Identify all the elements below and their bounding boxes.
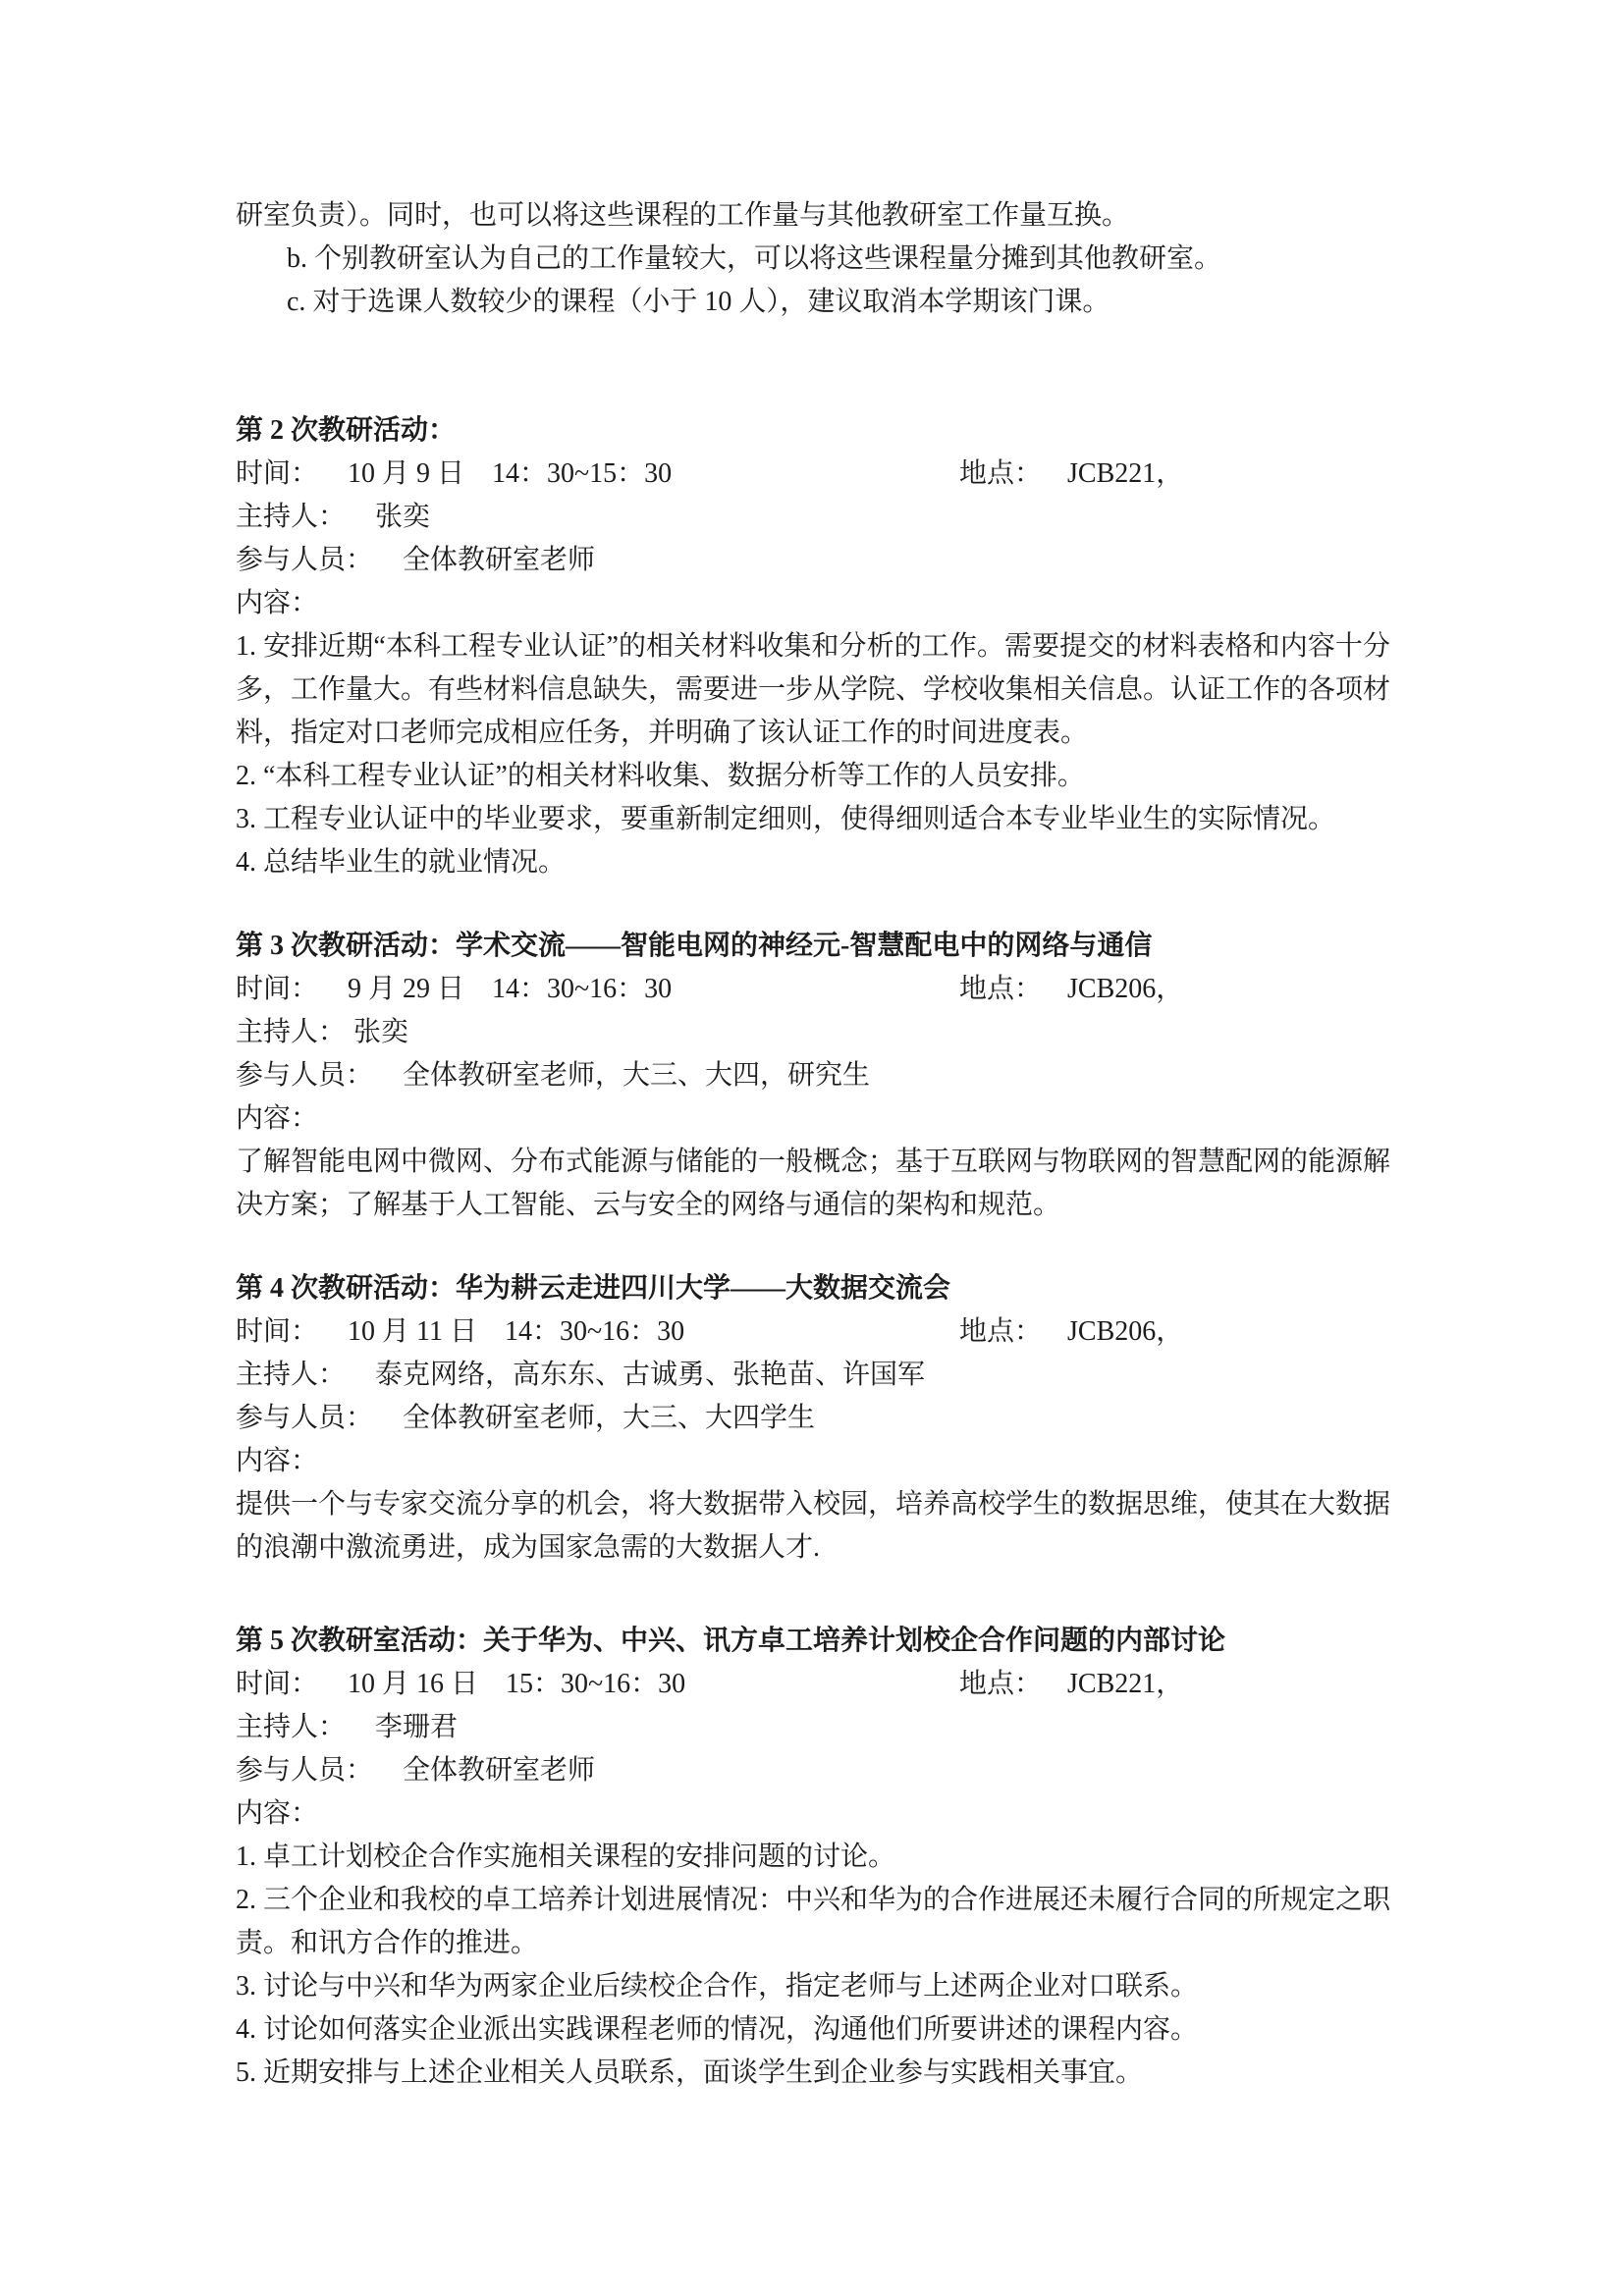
time-value: 10 月 9 日 14：30~15：30 xyxy=(348,458,673,489)
time-value: 10 月 16 日 15：30~16：30 xyxy=(348,1669,686,1699)
host-value: 张奕 xyxy=(353,1017,409,1047)
section-3-content-item: 了解智能电网中微网、分布式能源与储能的一般概念；基于互联网与物联网的智慧配网的能源解决方案；了解基于人工智能、云与安全的网络与通信的架构和规范。 xyxy=(236,1147,1391,1220)
section-5-title: 第 5 次教研室活动：关于华为、中兴、讯方卓工培养计划校企合作问题的内部讨论 xyxy=(236,1626,1226,1656)
section-5-content-item: 1. 卓工计划校企合作实施相关课程的安排问题的讨论。 xyxy=(236,1842,896,1872)
intro-continuation-line: 研室负责）。同时，也可以将这些课程的工作量与其他教研室工作量互换。 xyxy=(236,200,1130,231)
location-value: JCB221， xyxy=(1067,1669,1184,1699)
time-label: 时间： xyxy=(236,1316,319,1347)
host-value: 张奕 xyxy=(375,502,431,532)
host-label: 主持人： xyxy=(236,1712,347,1742)
section-2-time-row xyxy=(236,453,1390,496)
host-label: 主持人： xyxy=(236,1017,347,1047)
host-value: 李珊君 xyxy=(375,1712,459,1742)
section-2-content-item: 3. 工程专业认证中的毕业要求，要重新制定细则，使得细则适合本专业毕业生的实际情况。 xyxy=(236,804,1336,834)
time-label: 时间： xyxy=(236,458,319,489)
section-3-title: 第 3 次教研活动：学术交流——智能电网的神经元-智慧配电中的网络与通信 xyxy=(236,931,1153,961)
section-4-content-label: 内容： xyxy=(236,1446,319,1476)
section-5-content-item: 2. 三个企业和我校的卓工培养计划进展情况：中兴和华为的合作进展还未履行合同的所规定之职责。和讯方合作的推进。 xyxy=(236,1885,1391,1958)
section-2-location xyxy=(959,453,1183,496)
time-label: 时间： xyxy=(236,974,319,1004)
section-5-participants-row xyxy=(236,1749,1390,1792)
section-5-location xyxy=(959,1663,1183,1706)
participants-label: 参与人员： xyxy=(236,1060,374,1091)
participants-label: 参与人员： xyxy=(236,1403,374,1433)
section-activity-4 xyxy=(236,1267,1390,1570)
location-label: 地点： xyxy=(959,974,1043,1004)
participants-label: 参与人员： xyxy=(236,545,374,575)
location-label: 地点： xyxy=(959,1316,1043,1347)
section-5-content-item: 5. 近期安排与上述企业相关人员联系，面谈学生到企业参与实践相关事宜。 xyxy=(236,2057,1144,2088)
section-3-host-row xyxy=(236,1011,1390,1054)
location-label: 地点： xyxy=(959,458,1043,489)
section-4-time-row xyxy=(236,1310,1390,1354)
section-2-content-item: 2. “本科工程专业认证”的相关材料收集、数据分析等工作的人员安排。 xyxy=(236,761,1085,791)
section-4-host-row xyxy=(236,1354,1390,1397)
section-5-content-item: 4. 讨论如何落实企业派出实践课程老师的情况，沟通他们所要讲述的课程内容。 xyxy=(236,2014,1199,2045)
participants-value: 全体教研室老师，大三、大四，研究生 xyxy=(403,1060,871,1091)
section-activity-3 xyxy=(236,925,1390,1227)
location-value: JCB206， xyxy=(1067,974,1184,1004)
section-3-time-row xyxy=(236,968,1390,1011)
section-5-content-item: 3. 讨论与中兴和华为两家企业后续校企合作，指定老师与上述两企业对口联系。 xyxy=(236,1971,1199,2002)
intro-list-item-b: b. 个别教研室认为自己的工作量较大，可以将这些课程量分摊到其他教研室。 xyxy=(287,243,1222,274)
participants-value: 全体教研室老师 xyxy=(403,1755,596,1786)
host-label: 主持人： xyxy=(236,1360,347,1390)
intro-list-item-c: c. 对于选课人数较少的课程（小于 10 人），建议取消本学期该门课。 xyxy=(287,287,1110,317)
participants-value: 全体教研室老师 xyxy=(403,545,596,575)
host-value: 泰克网络，高东东、古诚勇、张艳苗、许国军 xyxy=(375,1360,926,1390)
section-2-content-item: 4. 总结毕业生的就业情况。 xyxy=(236,847,567,878)
time-value: 9 月 29 日 14：30~16：30 xyxy=(348,974,673,1004)
section-2-title: 第 2 次教研活动： xyxy=(236,415,457,446)
host-label: 主持人： xyxy=(236,502,347,532)
time-label: 时间： xyxy=(236,1669,319,1699)
section-activity-5 xyxy=(236,1620,1390,2095)
section-5-time-row xyxy=(236,1663,1390,1706)
section-4-participants-row xyxy=(236,1397,1390,1440)
section-5-content-label: 内容： xyxy=(236,1798,319,1829)
location-label: 地点： xyxy=(959,1669,1043,1699)
section-2-content-label: 内容： xyxy=(236,588,319,618)
section-4-location xyxy=(959,1310,1183,1354)
section-3-participants-row xyxy=(236,1054,1390,1097)
section-4-content-item: 提供一个与专家交流分享的机会，将大数据带入校园，培养高校学生的数据思维，使其在大数据的浪潮中激流勇进，成为国家急需的大数据人才. xyxy=(236,1489,1391,1563)
time-value: 10 月 11 日 14：30~16：30 xyxy=(348,1316,685,1347)
location-value: JCB206， xyxy=(1067,1316,1184,1347)
section-3-content-label: 内容： xyxy=(236,1103,319,1134)
location-value: JCB221， xyxy=(1067,458,1184,489)
section-3-location xyxy=(959,968,1183,1011)
section-2-host-row xyxy=(236,496,1390,539)
participants-label: 参与人员： xyxy=(236,1755,374,1786)
section-4-title: 第 4 次教研活动：华为耕云走进四川大学——大数据交流会 xyxy=(236,1273,951,1304)
section-2-content-item: 1. 安排近期“本科工程专业认证”的相关材料收集和分析的工作。需要提交的材料表格和内容十分多，工作量大。有些材料信息缺失，需要进一步从学院、学校收集相关信息。认证工作的各项材料，指定对口老师完成相应任务，并明确了该认证工作的时间进度表。 xyxy=(236,631,1391,748)
section-activity-2 xyxy=(236,409,1390,884)
section-5-host-row xyxy=(236,1706,1390,1749)
section-2-participants-row xyxy=(236,539,1390,582)
participants-value: 全体教研室老师，大三、大四学生 xyxy=(403,1403,816,1433)
